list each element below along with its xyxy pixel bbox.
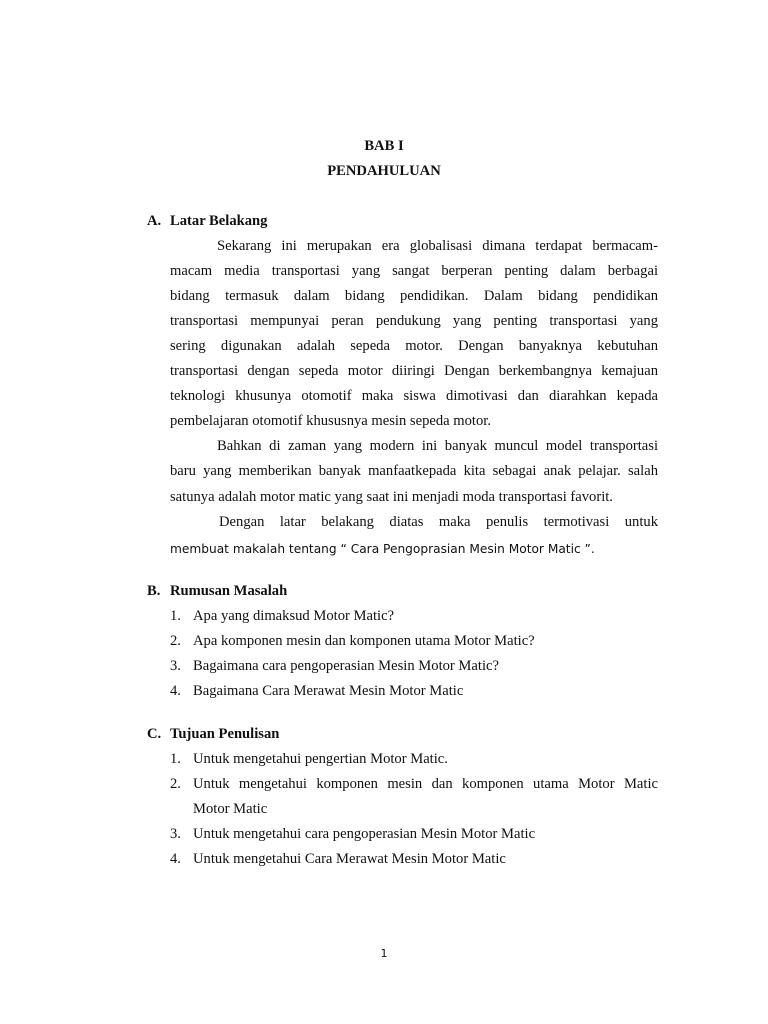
paragraph-line: satunya adalah motor matic yang saat ini menjadi moda transportasi favorit. — [170, 489, 613, 505]
paragraph-line: Dengan latar belakang diatas maka penulis termotivasi untuk — [219, 514, 658, 530]
paragraph-last-line: membuat makalah tentang “ Cara Pengoprasian Mesin Motor Matic ”. — [170, 542, 595, 556]
page-number: 1 — [380, 947, 388, 960]
list-number: 3. — [170, 826, 181, 842]
section-c-title: Tujuan Penulisan — [170, 726, 280, 742]
list-number: 4. — [170, 851, 181, 867]
paragraph-line: pembelajaran otomotif khususnya mesin sepeda motor. — [170, 413, 491, 429]
section-c-letter: C. — [147, 726, 162, 742]
section-b-heading — [147, 583, 287, 600]
list-item — [170, 658, 658, 675]
list-number: 1. — [170, 751, 181, 767]
list-number: 2. — [170, 776, 181, 792]
list-text: Apa yang dimaksud Motor Matic? — [193, 608, 395, 624]
list-text: Untuk mengetahui Cara Merawat Mesin Motor Matic — [193, 851, 506, 867]
list-text: Untuk mengetahui pengertian Motor Matic. — [193, 751, 448, 767]
list-text: Bagaimana Cara Merawat Mesin Motor Matic — [193, 683, 464, 699]
chapter-label: BAB I — [364, 138, 404, 154]
paragraph-line: Sekarang ini merupakan era globalisasi dimana terdapat bermacam- — [217, 238, 658, 254]
list-number: 3. — [170, 658, 181, 674]
list-number: 1. — [170, 608, 181, 624]
section-a-heading — [147, 213, 267, 230]
list-text: Untuk mengetahui komponen mesin dan komponen utama Motor Matic — [193, 776, 658, 792]
list-item — [170, 608, 658, 625]
section-a-title: Latar Belakang — [170, 213, 268, 229]
chapter-title: PENDAHULUAN — [327, 163, 441, 179]
list-item — [170, 826, 658, 843]
list-text-continuation: Motor Matic — [193, 801, 268, 817]
paragraph-line: transportasi mempunyai peran pendukung yang penting transportasi yang — [170, 313, 658, 329]
list-text: Untuk mengetahui cara pengoperasian Mesin Motor Matic — [193, 826, 536, 842]
paragraph-line: baru yang memberikan banyak manfaatkepada kita sebagai anak pelajar. salah — [170, 463, 658, 479]
list-text: Bagaimana cara pengoperasian Mesin Motor Matic? — [193, 658, 499, 674]
section-c-heading — [147, 726, 279, 743]
list-text: Apa komponen mesin dan komponen utama Motor Matic? — [193, 633, 535, 649]
paragraph-line: macam media transportasi yang sangat berperan penting dalam berbagai — [170, 263, 658, 279]
paragraph-line: Bahkan di zaman yang modern ini banyak muncul model transportasi — [217, 438, 658, 454]
list-number: 2. — [170, 633, 181, 649]
paragraph-line: sering digunakan adalah sepeda motor. Dengan banyaknya kebutuhan — [170, 338, 658, 354]
paragraph-line: transportasi dengan sepeda motor diiringi Dengan berkembangnya kemajuan — [170, 363, 658, 379]
list-number: 4. — [170, 683, 181, 699]
paragraph-line: teknologi khusunya otomotif maka siswa dimotivasi dan diarahkan kepada — [170, 388, 658, 404]
list-item — [170, 633, 658, 650]
paragraph-line: bidang termasuk dalam bidang pendidikan. Dalam bidang pendidikan — [170, 288, 658, 304]
list-item — [170, 851, 658, 868]
list-item — [170, 751, 658, 768]
section-b-letter: B. — [147, 583, 161, 599]
section-b-title: Rumusan Masalah — [170, 583, 288, 599]
section-a-letter: A. — [147, 213, 162, 229]
list-item — [170, 776, 658, 793]
list-item — [170, 683, 658, 700]
